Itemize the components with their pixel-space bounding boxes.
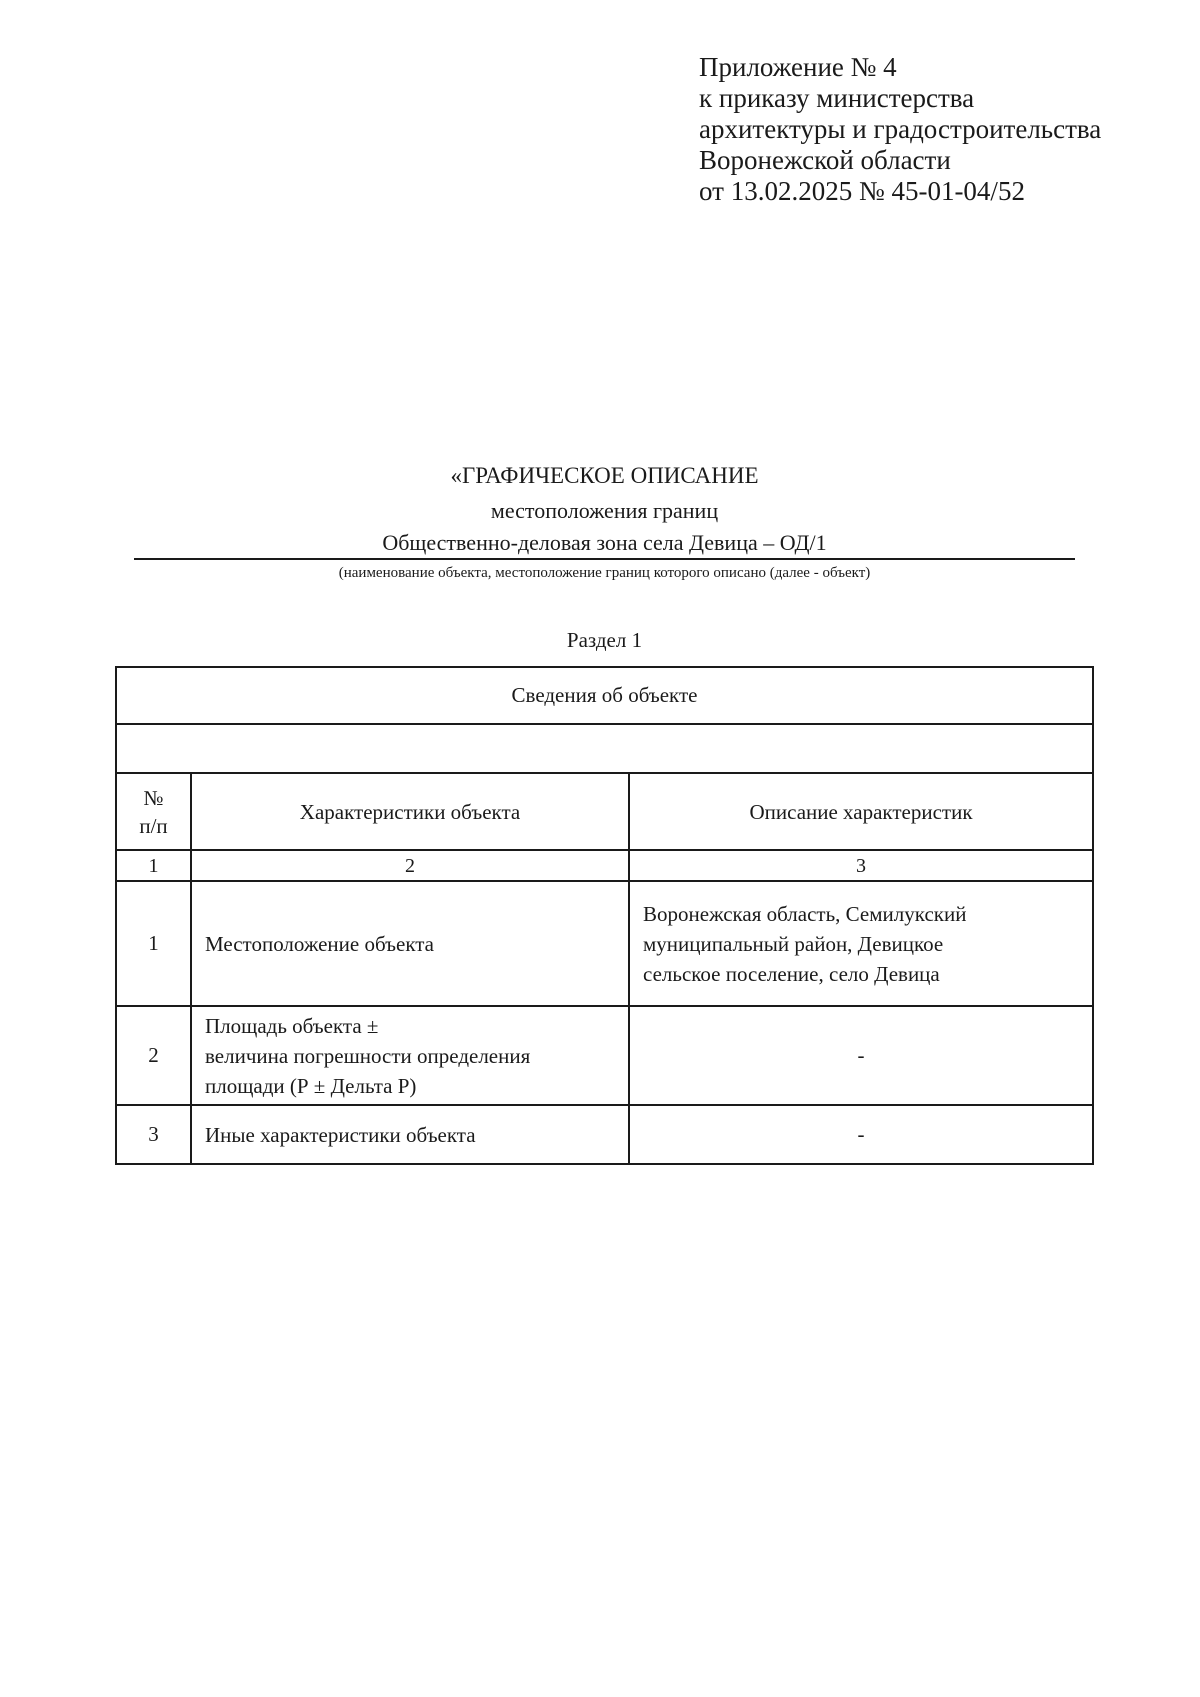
table-row [116,881,1093,1006]
row-characteristic-line: площади (Р ± Дельта Р) [205,1073,417,1098]
row-characteristic-line: Площадь объекта ± [205,1013,379,1038]
document-header [134,462,1075,582]
column-index: 3 [629,850,1093,881]
row-characteristic: Иные характеристики объекта [191,1105,629,1164]
row-characteristic: Местоположение объекта [191,881,629,1006]
appendix-block [699,52,1179,207]
row-characteristic [191,1006,629,1105]
row-description-line: сельское поселение, село Девица [643,961,940,986]
column-header-description: Описание характеристик [629,773,1093,850]
row-description: - [629,1006,1093,1105]
column-header-num-line: № [143,785,164,810]
row-number: 1 [116,881,191,1006]
table-empty-cell [116,724,1093,773]
document-subtitle: местоположения границ [490,498,719,523]
row-description-line: Воронежская область, Семилукский [643,901,967,926]
column-header-num [116,773,191,850]
table-index-row [116,850,1093,881]
row-number: 2 [116,1006,191,1105]
table-row [116,1006,1093,1105]
row-description [629,881,1093,1006]
appendix-line: Приложение № 4 [699,52,897,82]
column-index: 1 [116,850,191,881]
column-index: 2 [191,850,629,881]
section-label: Раздел 1 [566,628,643,652]
object-name: Общественно-деловая зона села Девица – ОД/1 [134,530,1075,560]
row-description: - [629,1105,1093,1164]
row-characteristic-line: величина погрешности определения [205,1043,531,1068]
table-caption-row [116,667,1093,724]
column-header-num-line: п/п [139,813,168,838]
object-info-table [115,666,1094,1165]
table-row [116,1105,1093,1164]
table-header-row [116,773,1093,850]
table-empty-row [116,724,1093,773]
row-number: 3 [116,1105,191,1164]
object-name-caption: (наименование объекта, местоположение границ которого описано (далее - объект) [338,565,871,581]
appendix-line: от 13.02.2025 № 45-01-04/52 [699,176,1025,206]
column-header-characteristic: Характеристики объекта [191,773,629,850]
appendix-line: Воронежской области [699,145,951,175]
row-description-line: муниципальный район, Девицкое [643,931,944,956]
document-title: «ГРАФИЧЕСКОЕ ОПИСАНИЕ [450,463,759,488]
appendix-line: архитектуры и градостроительства [699,114,1102,144]
appendix-line: к приказу министерства [699,83,975,113]
table-caption: Сведения об объекте [116,667,1093,724]
